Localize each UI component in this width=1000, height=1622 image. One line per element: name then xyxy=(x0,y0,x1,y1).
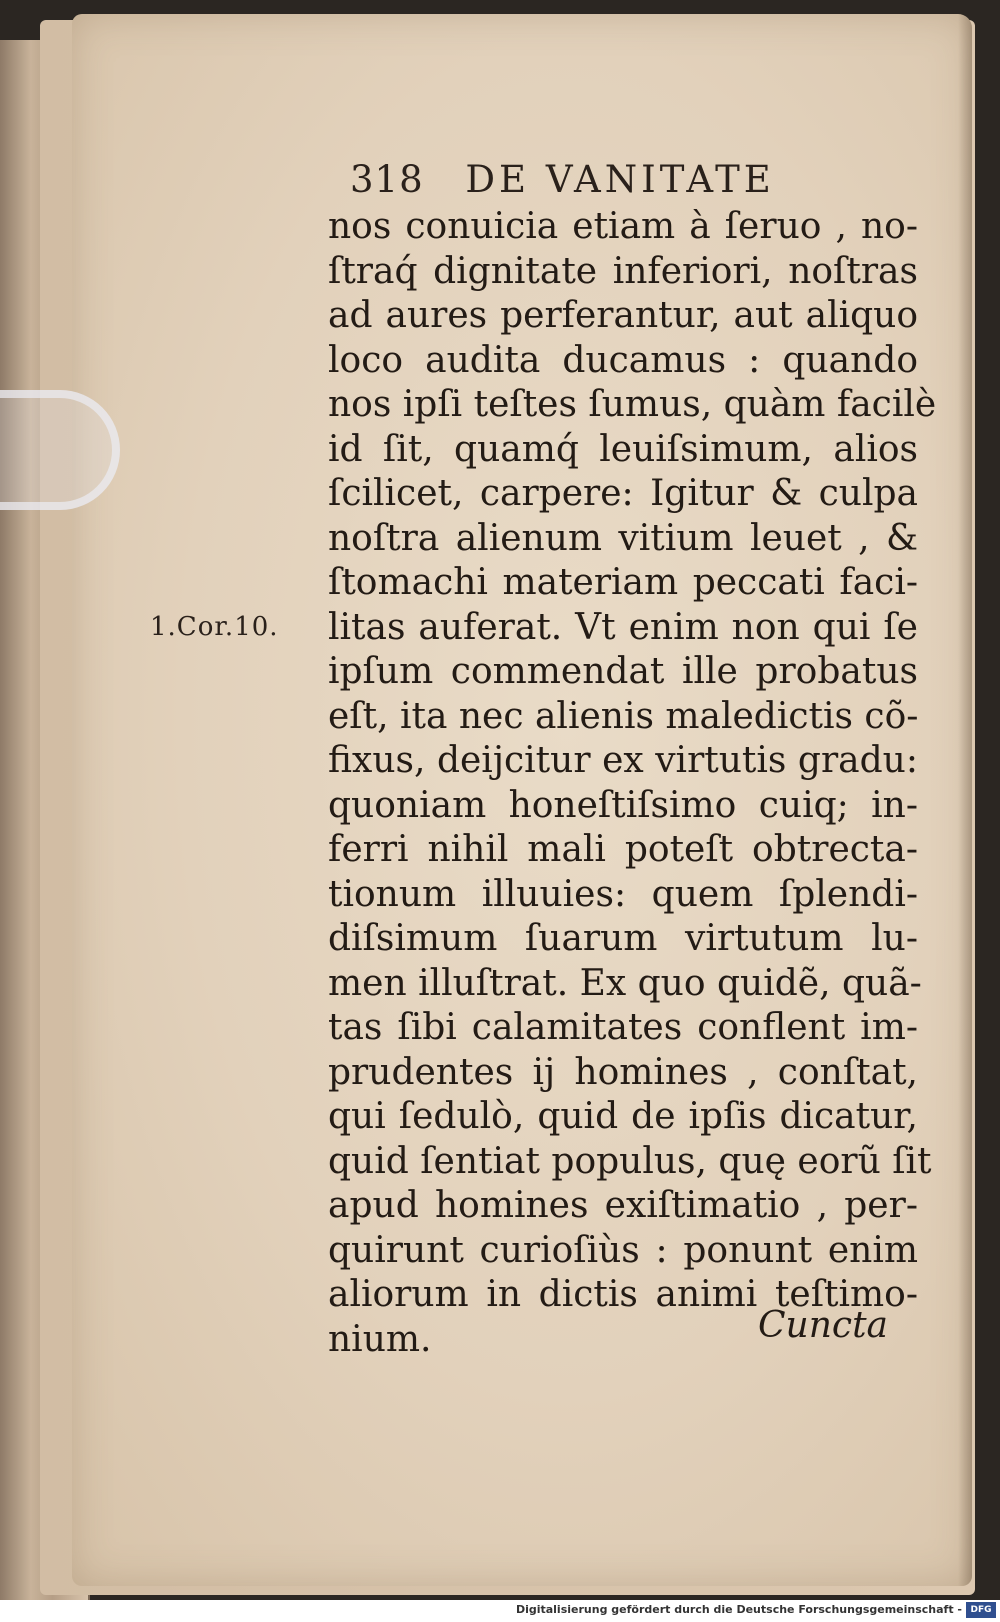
text-line: ſtomachi materiam peccati faci- xyxy=(328,562,918,603)
text-line: nos ipſi teſtes ſumus, quàm facilè xyxy=(328,384,937,425)
text-line: loco audita ducamus : quando xyxy=(328,339,918,381)
page-edge-shadow xyxy=(958,14,972,1586)
digitization-footer xyxy=(0,1600,1000,1622)
text-line: ad aures perferantur, aut aliquo xyxy=(328,295,918,336)
text-line: id ſit, quamq́ leuiſsimum, alios xyxy=(328,428,918,470)
dfg-logo: DFG xyxy=(966,1602,996,1618)
text-line: diſsimum ſuarum virtutum lu- xyxy=(328,918,918,959)
text-line: noſtra alienum vitium leuet , & xyxy=(328,517,918,559)
body-text xyxy=(328,205,937,1362)
text-line: apud homines exiſtimatio , per- xyxy=(328,1185,918,1226)
running-title: DE VANITATE xyxy=(465,158,775,201)
text-line: men illuſtrat. Ex quo quidẽ, quã- xyxy=(328,962,922,1004)
text-line: qui ſedulò, quid de ipſis dicatur, xyxy=(328,1096,918,1137)
margin-note: 1.Cor.10. xyxy=(150,612,279,642)
text-line: quirunt curioſiùs : ponunt enim xyxy=(328,1229,918,1271)
text-line: nium. xyxy=(328,1318,432,1360)
text-line: ſcilicet, carpere: Igitur & culpa xyxy=(328,473,918,514)
funding-credit: Digitalisierung gefördert durch die Deutsche Forschungsgemeinschaft - xyxy=(515,1603,962,1616)
text-line: quoniam honeſtiſsimo cuiq; in- xyxy=(328,784,918,826)
page-number: 318 xyxy=(350,158,424,201)
text-line: eſt, ita nec alienis maledictis cõ- xyxy=(328,695,919,737)
text-line: prudentes ij homines , conſtat, xyxy=(328,1051,918,1093)
text-line: tas ſibi calamitates conflent im- xyxy=(328,1007,918,1048)
text-line: nos conuicia etiam à ſeruo , no- xyxy=(328,206,918,247)
text-line: quid ſentiat populus, quę eorũ ſit xyxy=(328,1140,932,1182)
text-line: fixus, deijcitur ex virtutis gradu: xyxy=(328,740,918,781)
page-clip xyxy=(0,390,120,510)
text-line: ferri nihil mali poteſt obtrecta- xyxy=(328,829,918,870)
text-line: tionum illuuies: quem ſplendi- xyxy=(328,873,918,915)
text-line: aliorum in dictis animi teſtimo- xyxy=(328,1274,918,1315)
catchword: Cuncta xyxy=(757,1305,888,1346)
running-head xyxy=(350,158,775,201)
text-line: ſtraq́ dignitate inferiori, noſtras xyxy=(328,250,918,292)
text-line: litas auferat. Vt enim non qui ſe xyxy=(328,606,918,648)
text-line: ipſum commendat ille probatus xyxy=(328,651,918,692)
